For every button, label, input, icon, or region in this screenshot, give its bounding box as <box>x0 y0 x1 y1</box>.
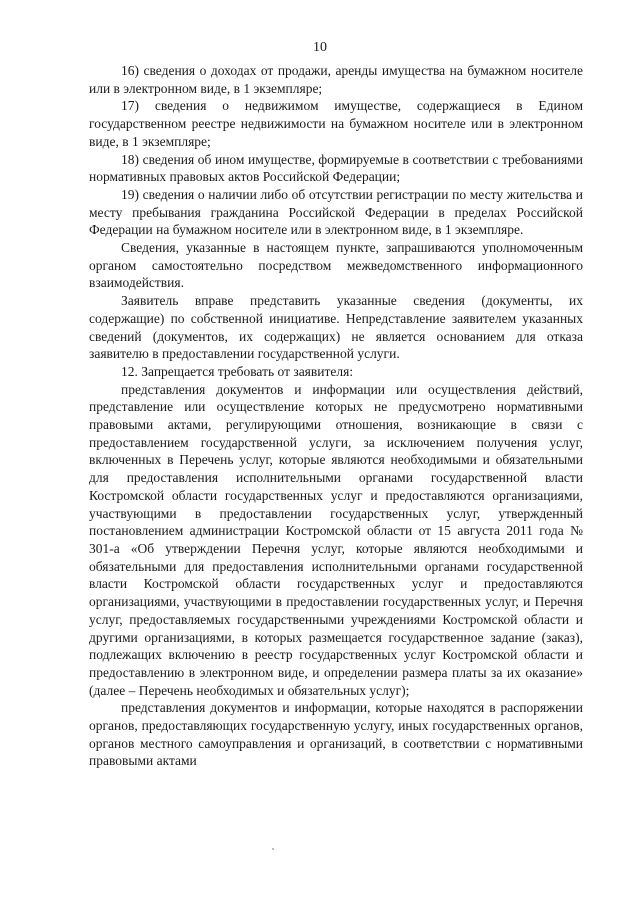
paragraph-item-16: 16) сведения о доходах от продажи, аренды имущества на бумажном носителе или в электронном виде, в 1 экземпляре; <box>89 63 583 96</box>
paragraph-prohibition-documents-in-possession: представления документов и информации, которые находятся в распоряжении органов, предоставляющих государственную услугу, иных государственных органов, органов местного самоуправления и организаций, в соответствии с нормативными правовыми актами <box>89 700 583 769</box>
paragraph-item-17: 17) сведения о недвижимом имуществе, содержащиеся в Едином государственном реестре недвижимости на бумажном носителе или в электронном виде, в 1 экземпляре; <box>89 98 583 149</box>
paragraph-item-18: 18) сведения об ином имуществе, формируемые в соответствии с требованиями нормативных правовых актов Российской Федерации; <box>89 151 583 185</box>
paragraph-applicant-initiative: Заявитель вправе представить указанные сведения (документы, их содержащие) по собственной инициативе. Непредставление заявителем указанных сведений (документов, их содержащих) не является основанием для отказа заявителю в предоставлении государственной услуги. <box>89 293 583 362</box>
page-number: 10 <box>313 40 327 55</box>
document-body <box>89 62 583 770</box>
scan-speck <box>272 848 274 850</box>
paragraph-interagency-request: Сведения, указанные в настоящем пункте, запрашиваются уполномоченным органом самостоятельно посредством межведомственного информационного взаимодействия. <box>89 240 583 291</box>
paragraph-prohibition-documents-actions: представления документов и информации или осуществления действий, представление или осуществление которых не предусмотрено нормативными правовыми актами, регулирующими отношения, возникающие в связи с предоставлением государственной услуги, за исключением получения услуг, включенных в Перечень услуг, которые являются необходимыми и обязательными для предоставления исполнительными органами государственной власти Костромской области государственных услуг и предоставляются организациями, участвующими в предоставлении государственных услуг, утвержденный постановлением администрации Костромской области от 15 августа 2011 года № 301-а «Об утверждении Перечня услуг, которые являются необходимыми и обязательными для предоставления исполнительными органами государственной власти Костромской области государственных услуг и предоставляются организациями, участвующими в предоставлении государственных услуг, и Перечня услуг, предоставляемых государственными учреждениями Костромской области и другими организациями, в которых размещается государственное задание (заказ), подлежащих включению в реестр государственных услуг Костромской области и предоставлению в электронном виде, и определении размера платы за их оказание» (далее – Перечень необходимых и обязательных услуг); <box>89 381 583 698</box>
paragraph-section-12-heading: 12. Запрещается требовать от заявителя: <box>121 363 354 379</box>
paragraph-item-19: 19) сведения о наличии либо об отсутствии регистрации по месту жительства и месту пребывания гражданина Российской Федерации в пределах Российской Федерации на бумажном носителе или в электронном виде, в 1 экземпляре. <box>89 186 583 238</box>
